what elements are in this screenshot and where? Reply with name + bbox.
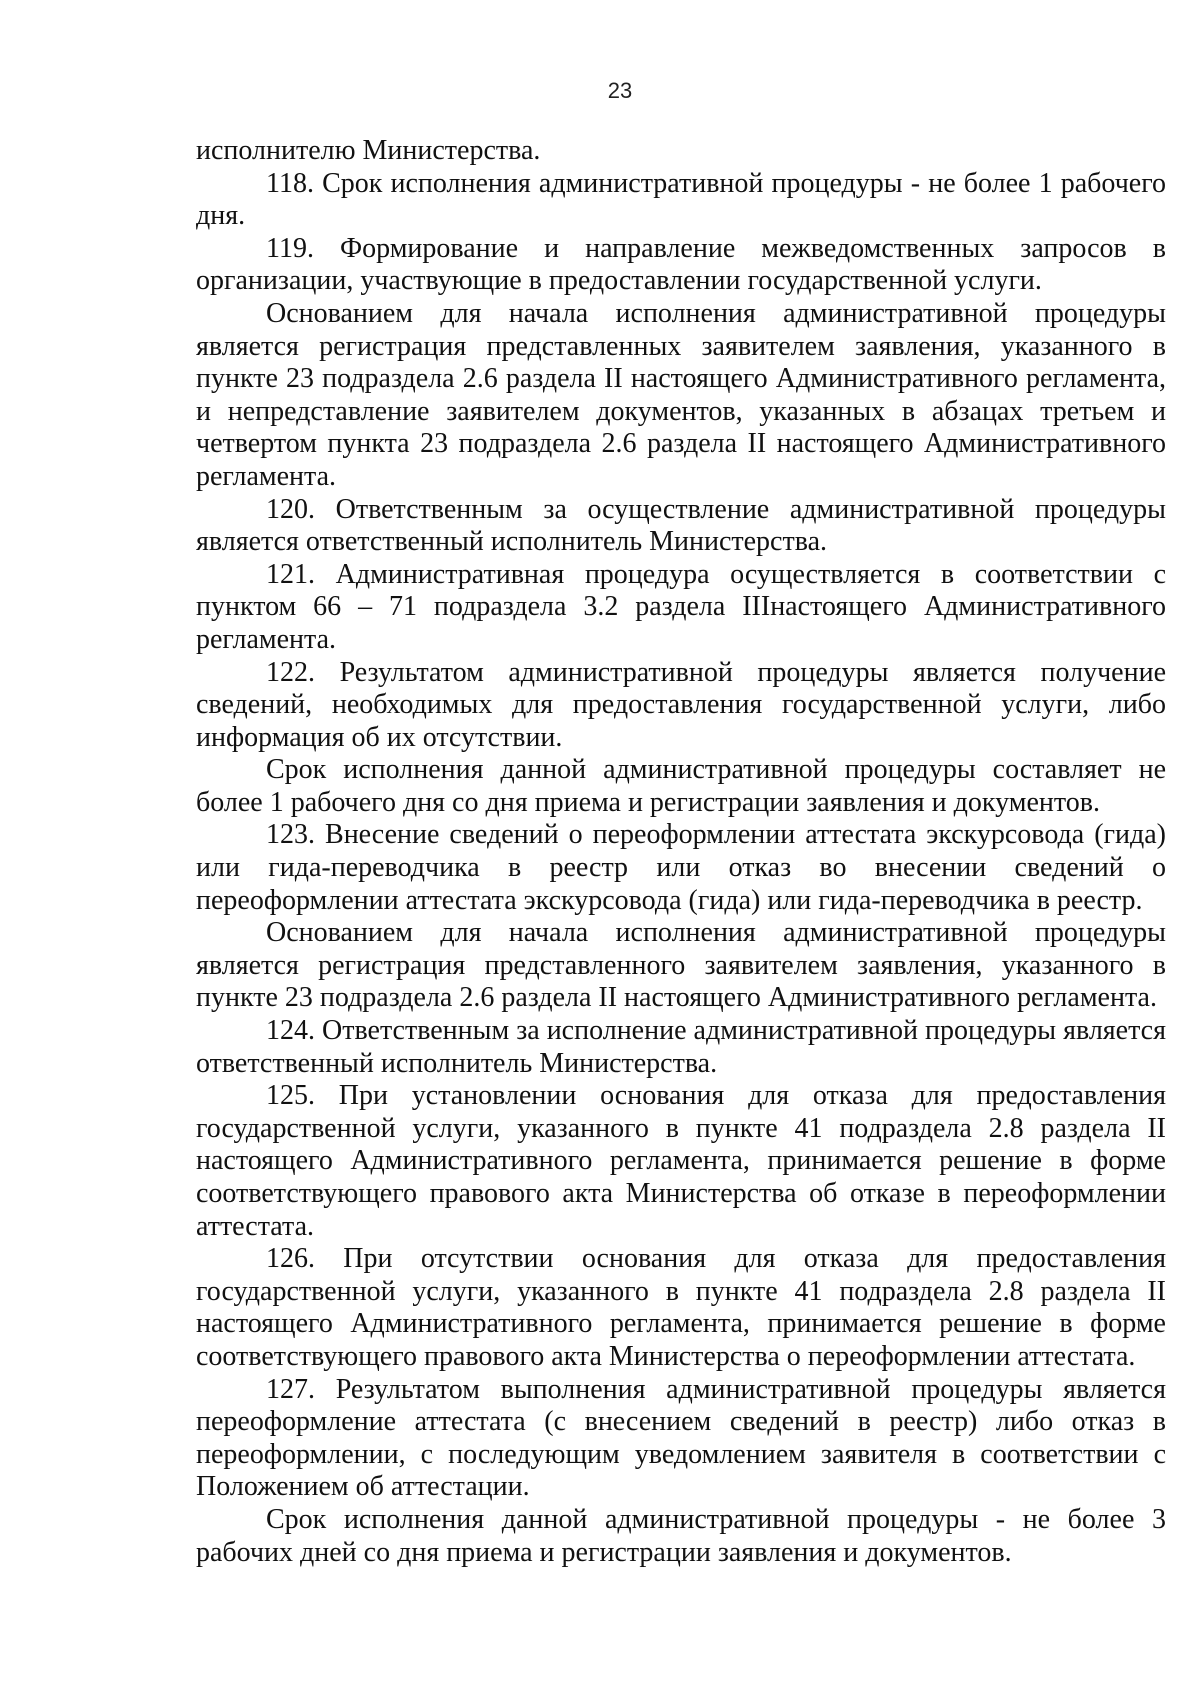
paragraph: 120. Ответственным за осуществление административной процедуры является ответственный исполнитель Министерства. [196,493,1166,558]
paragraph: 119. Формирование и направление межведомственных запросов в организации, участвующие в предоставлении государственной услуги. [196,232,1166,297]
paragraph: 126. При отсутствии основания для отказа для предоставления государственной услуги, указанного в пункте 41 подраздела 2.8 раздела II настоящего Административного регламента, принимается решение в форме соответствующего правового акта Министерства о переоформлении аттестата. [196,1243,1166,1372]
paragraph: 122. Результатом административной процедуры является получение сведений, необходимых для предоставления государственной услуги, либо информация об их отсутствии. [196,656,1166,753]
paragraph: Основанием для начала исполнения административной процедуры является регистрация представленных заявителем заявления, указанного в пункте 23 подраздела 2.6 раздела II настоящего Административного регламента, и непредставление заявителем документов, указанных в абзацах третьем и четвертом пункта 23 подраздела 2.6 раздела II настоящего Административного регламента. [196,297,1166,492]
paragraph: Срок исполнения данной административной процедуры составляет не более 1 рабочего дня со дня приема и регистрации заявления и документов. [196,754,1166,818]
paragraph: 123. Внесение сведений о переоформлении аттестата экскурсовода (гида) или гида-переводчика в реестр или отказ во внесении сведений о переоформлении аттестата экскурсовода (гида) или гида-переводчика в реестр. [196,819,1166,916]
paragraph: исполнителю Министерства. [196,135,541,166]
page-number: 23 [607,78,633,103]
paragraph: 118. Срок исполнения административной процедуры - не более 1 рабочего дня. [196,167,1166,232]
paragraph: Основанием для начала исполнения административной процедуры является регистрация представленного заявителем заявления, указанного в пункте 23 подраздела 2.6 раздела II настоящего Административного регламента. [196,917,1166,1014]
paragraph: 125. При установлении основания для отказа для предоставления государственной услуги, указанного в пункте 41 подраздела 2.8 раздела II настоящего Административного регламента, принимается решение в форме соответствующего правового акта Министерства об отказе в переоформлении аттестата. [196,1080,1166,1242]
document-body [196,135,1166,1569]
paragraph: 121. Административная процедура осуществляется в соответствии с пунктом 66 – 71 подраздела 3.2 раздела IIIнастоящего Административного регламента. [196,558,1166,655]
paragraph: 127. Результатом выполнения административной процедуры является переоформление аттестата (с внесением сведений в реестр) либо отказ в переоформлении, с последующим уведомлением заявителя в соответствии с Положением об аттестации. [196,1373,1166,1503]
paragraph: 124. Ответственным за исполнение административной процедуры является ответственный исполнитель Министерства. [196,1015,1166,1079]
paragraph: Срок исполнения данной административной процедуры - не более 3 рабочих дней со дня приема и регистрации заявления и документов. [196,1503,1166,1568]
